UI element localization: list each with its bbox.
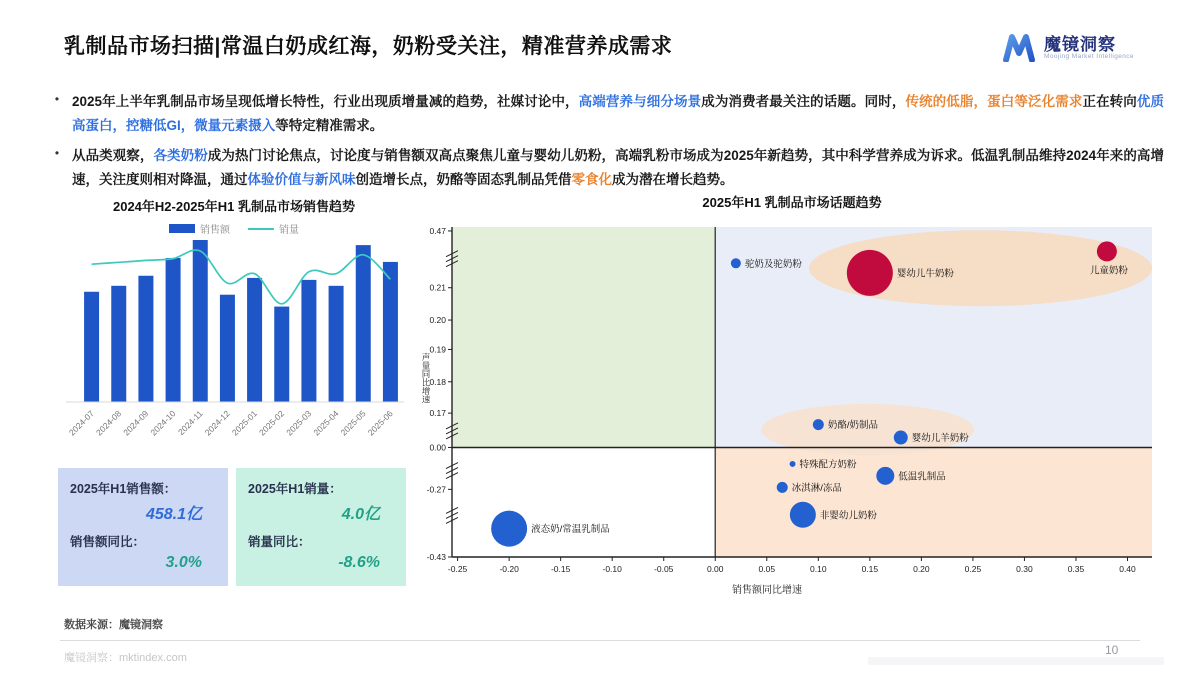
svg-text:2025-03: 2025-03	[284, 408, 314, 438]
volume-value: 4.0亿	[341, 506, 380, 523]
sales-label: 2025年H1销售额：	[70, 482, 177, 496]
svg-text:-0.05: -0.05	[654, 564, 674, 574]
svg-text:驼奶及驼奶粉: 驼奶及驼奶粉	[744, 258, 802, 270]
svg-text:0.00: 0.00	[429, 442, 446, 453]
sales-trend-panel	[58, 196, 410, 477]
svg-text:婴幼儿牛奶粉: 婴幼儿牛奶粉	[896, 268, 954, 280]
svg-text:2024-09: 2024-09	[121, 408, 151, 438]
svg-text:冰淇淋/冻品: 冰淇淋/冻品	[791, 482, 842, 494]
svg-text:声量同比增速: 声量同比增速	[421, 352, 431, 404]
svg-text:2024-11: 2024-11	[175, 408, 205, 438]
bullet-item	[42, 144, 1164, 191]
svg-text:-0.25: -0.25	[447, 564, 468, 574]
bullet-item	[42, 90, 1164, 137]
svg-text:0.05: 0.05	[758, 564, 776, 574]
svg-text:2025-04: 2025-04	[311, 408, 341, 438]
footer-site: 魔镜洞察：mktindex.com	[64, 652, 187, 664]
sales-yoy-label: 销售额同比：	[70, 535, 146, 549]
footer-divider	[60, 640, 1140, 641]
svg-text:-0.27: -0.27	[426, 484, 446, 495]
bullet-segment: 传统的低脂，蛋白等泛化需求	[905, 94, 1083, 109]
svg-text:0.20: 0.20	[429, 315, 446, 326]
bullet-segment: 体验价值与新风味	[247, 171, 356, 187]
bullet-segment: 等特定精准需求。	[275, 117, 384, 133]
brand-logo	[1002, 34, 1134, 62]
svg-text:0.00: 0.00	[706, 564, 724, 574]
logo-subtitle: Moojing Market Intelligence	[1044, 52, 1134, 60]
legend-volume: 销量	[248, 221, 299, 236]
bullet-segment: 优质高蛋白，控糖低GI，微量元素摄入	[72, 94, 1165, 133]
sales-swatch-icon	[169, 224, 195, 233]
bullet-segment: 零食化	[571, 171, 612, 187]
bullet-segment: 各类奶粉	[153, 148, 208, 164]
svg-text:0.21: 0.21	[429, 282, 446, 293]
svg-text:2025-06: 2025-06	[365, 408, 395, 438]
bullet-segment: 成为潜在增长趋势。	[612, 171, 734, 187]
bullet-segment: 成为消费者最关注的话题。同时，	[701, 94, 906, 109]
watermark	[868, 657, 1164, 665]
svg-text:非婴幼儿奶粉: 非婴幼儿奶粉	[819, 510, 877, 522]
page-title: 乳制品市场扫描|常温白奶成红海，奶粉受关注，精准营养成需求	[64, 35, 673, 58]
logo-name: 魔镜洞察	[1044, 34, 1116, 54]
svg-text:0.25: 0.25	[964, 564, 982, 574]
sales-stat-box	[58, 468, 228, 586]
data-source: 数据来源：魔镜洞察	[64, 619, 163, 631]
logo-m-icon	[1002, 34, 1036, 62]
svg-text:0.17: 0.17	[429, 408, 446, 419]
svg-text:特殊配方奶粉: 特殊配方奶粉	[799, 459, 857, 471]
sales-yoy-value: 3.0%	[165, 554, 202, 571]
svg-text:2025-02: 2025-02	[257, 408, 287, 438]
svg-text:低温乳制品: 低温乳制品	[898, 471, 946, 483]
bullet-segment: 正在转向	[1082, 94, 1137, 109]
svg-text:0.40: 0.40	[1119, 564, 1136, 574]
svg-text:2024-12: 2024-12	[202, 408, 232, 438]
svg-text:-0.10: -0.10	[602, 564, 622, 574]
bullet-dot-icon: •	[54, 146, 60, 161]
svg-text:0.20: 0.20	[913, 564, 930, 574]
svg-text:0.15: 0.15	[861, 564, 879, 574]
volume-label: 2025年H1销量：	[248, 482, 342, 496]
svg-text:-0.43: -0.43	[426, 552, 446, 562]
summary-bullets	[42, 90, 1164, 199]
svg-text:婴幼儿羊奶粉: 婴幼儿羊奶粉	[911, 433, 969, 445]
svg-text:2024-07: 2024-07	[66, 408, 96, 438]
scatter-chart-title: 2025年H1 乳制品市场话题趋势	[702, 195, 882, 210]
legend-sales: 销售额	[169, 221, 230, 236]
bullet-text	[72, 90, 1164, 137]
svg-text:儿童奶粉: 儿童奶粉	[1089, 265, 1128, 277]
sales-value: 458.1亿	[145, 506, 202, 523]
bullet-segment: 成为热门讨论焦点，讨论度与销售额双高点聚焦儿童与婴幼儿奶粉，高端乳粉市场成为2025年新趋势，其中科学营养成为诉求。低温乳制品维持2024年来的高增速，关注度则相对降温，通过	[72, 148, 1165, 187]
bar-chart-legend	[58, 221, 410, 236]
svg-text:0.18: 0.18	[429, 376, 446, 387]
svg-text:液态奶/常温乳制品: 液态奶/常温乳制品	[531, 524, 610, 536]
bar-chart-title: 2024年H2-2025年H1 乳制品市场销售趋势	[112, 199, 356, 214]
volume-stat-box	[236, 468, 406, 586]
volume-swatch-icon	[248, 228, 274, 230]
svg-text:销售额同比增速: 销售额同比增速	[732, 585, 802, 596]
bullet-segment: 创造增长点，奶酪等固态乳制品凭借	[355, 171, 572, 187]
svg-text:0.10: 0.10	[810, 564, 827, 574]
svg-text:2024-08: 2024-08	[94, 408, 124, 438]
topic-trend-panel	[416, 192, 1168, 626]
svg-text:奶酪/奶制品: 奶酪/奶制品	[827, 420, 878, 432]
volume-yoy-value: -8.6%	[338, 554, 380, 571]
svg-text:0.30: 0.30	[1016, 564, 1033, 574]
svg-text:0.19: 0.19	[429, 344, 446, 355]
svg-text:2025-05: 2025-05	[338, 408, 368, 438]
svg-text:2024-10: 2024-10	[148, 408, 178, 438]
svg-text:2025-01: 2025-01	[229, 408, 259, 438]
bullet-segment: 2025年上半年乳制品市场呈现低增长特性，行业出现质增量减的趋势，社媒讨论中，	[72, 94, 579, 109]
svg-text:0.35: 0.35	[1067, 564, 1085, 574]
bullet-text	[72, 144, 1164, 191]
svg-text:0.47: 0.47	[429, 225, 446, 236]
bullet-segment: 高端营养与细分场景	[578, 94, 702, 109]
svg-text:-0.20: -0.20	[499, 564, 519, 574]
bullet-dot-icon: •	[54, 92, 60, 106]
topic-trend-scatter-chart	[416, 219, 1160, 621]
svg-text:-0.15: -0.15	[550, 564, 571, 574]
bullet-segment: 从品类观察，	[72, 148, 154, 164]
stat-boxes	[58, 468, 406, 586]
page-number: 10	[1105, 643, 1119, 657]
sales-trend-bar-chart	[58, 236, 410, 472]
volume-yoy-label: 销量同比：	[248, 535, 311, 549]
